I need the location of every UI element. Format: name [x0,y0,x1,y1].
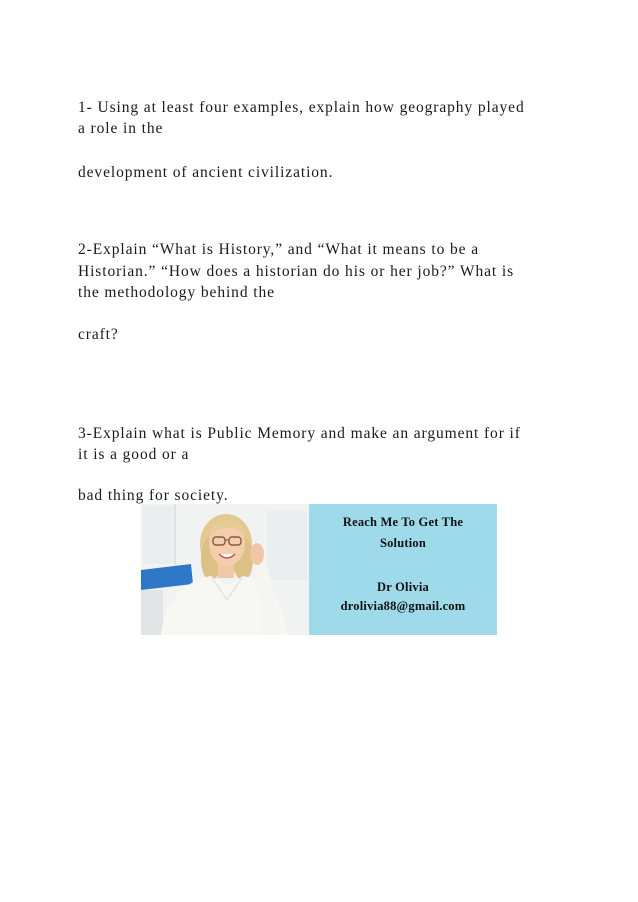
contact-email[interactable]: drolivia88@gmail.com [340,599,466,613]
contact-banner[interactable] [141,504,497,635]
contact-heading-line-1: Reach Me To Get The [342,515,464,529]
question-3-line-1: 3-Explain what is Public Memory and make an argument for if [78,425,521,442]
question-1-line-3: development of ancient civilization. [78,164,334,181]
question-2-line-3: the methodology behind the [78,284,275,301]
tutor-portrait-image [141,504,309,635]
question-3-line-3: bad thing for society. [78,487,229,504]
contact-heading-line-2: Solution [379,536,427,550]
contact-name: Dr Olivia [377,580,429,594]
question-2-line-4: craft? [78,326,119,343]
question-1-line-1: 1- Using at least four examples, explain how geography played [78,99,525,116]
tutor-photo [141,504,309,635]
question-2-line-1: 2-Explain “What is History,” and “What it means to be a [78,241,480,258]
question-2-line-2: Historian.” “How does a historian do his or her job?” What is [78,263,514,280]
question-1-line-2: a role in the [78,120,164,137]
contact-card [309,504,497,635]
question-3-line-2: it is a good or a [78,446,190,463]
